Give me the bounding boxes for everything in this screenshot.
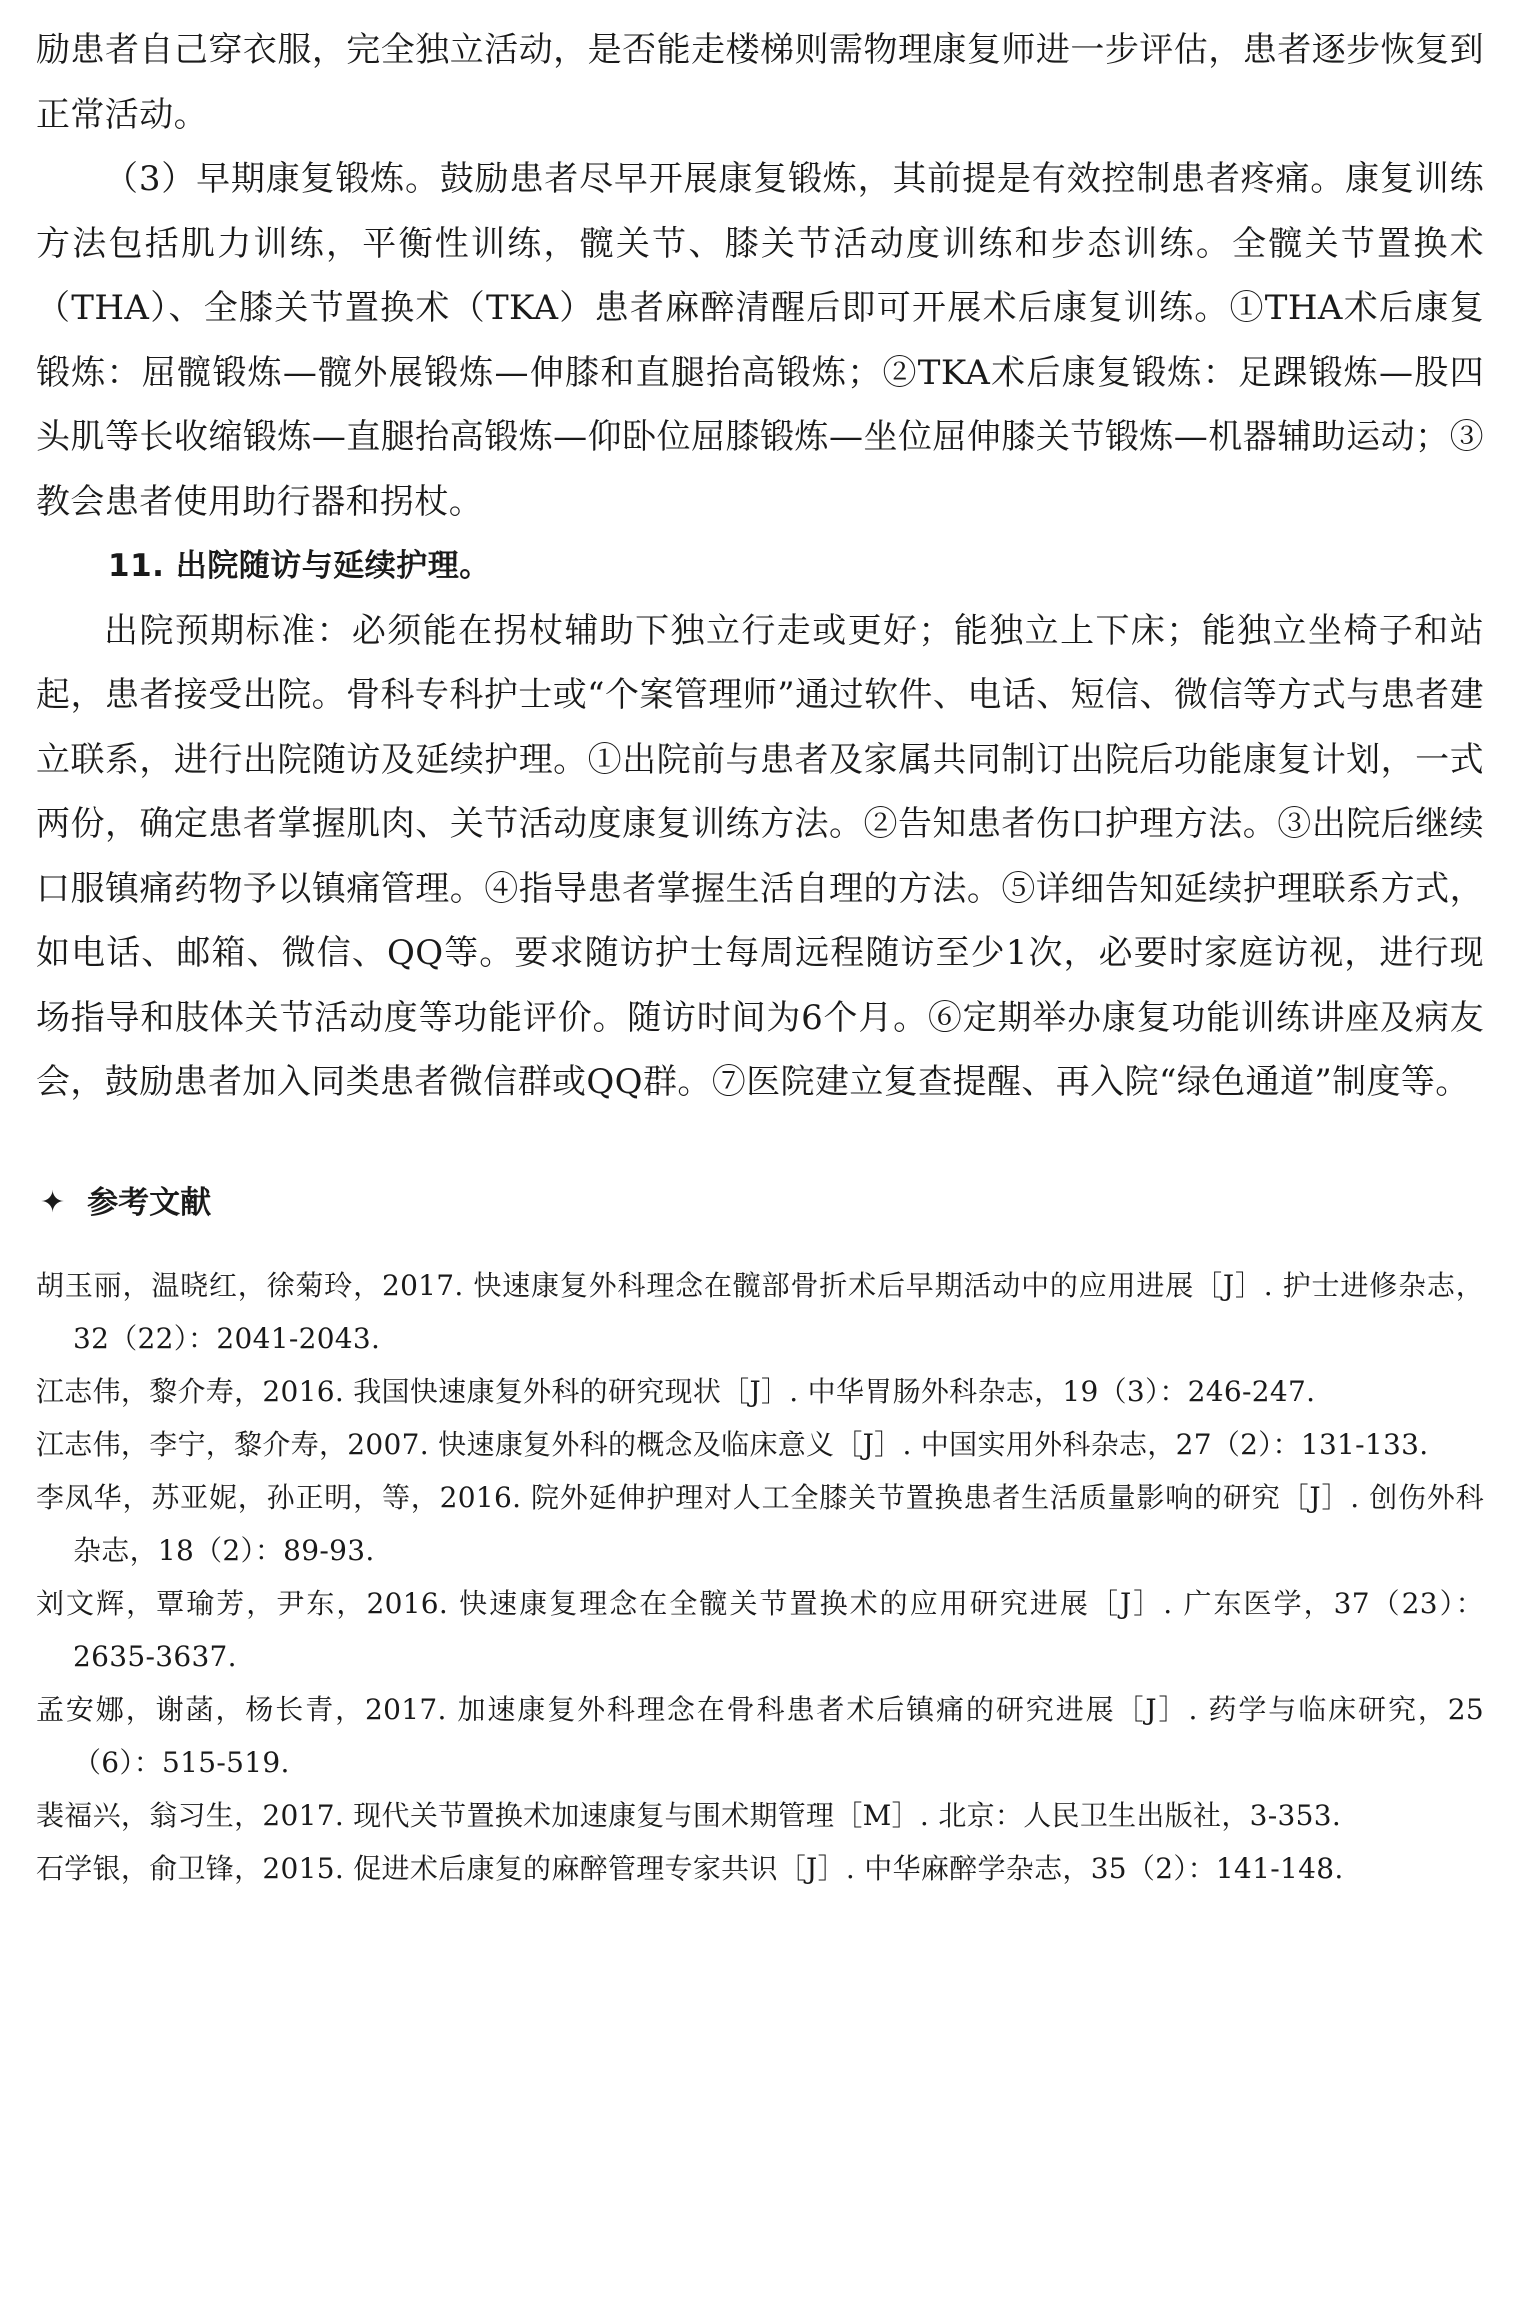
reference-item: 江志伟，黎介寿，2016. 我国快速康复外科的研究现状［J］. 中华胃肠外科杂志，19（3）：246-247. [36, 1374, 1316, 1408]
body-text [36, 18, 1484, 1115]
paragraph-continuation: 励患者自己穿衣服，完全独立活动，是否能走楼梯则需物理康复师进一步评估，患者逐步恢复到正常活动。 [36, 30, 1484, 135]
section-heading-followup: 11. 出院随访与延续护理。 [108, 548, 491, 584]
reference-item: 江志伟，李宁，黎介寿，2007. 快速康复外科的概念及临床意义［J］. 中国实用外科杂志，27（2）：131-133. [36, 1427, 1429, 1461]
paragraph-early-rehab: （3）早期康复锻炼。鼓励患者尽早开展康复锻炼，其前提是有效控制患者疼痛。康复训练方法包括肌力训练，平衡性训练，髋关节、膝关节活动度训练和步态训练。全髋关节置换术（THA）、全膝关节置换术（TKA）患者麻醉清醒后即可开展术后康复训练。①THA术后康复锻炼：屈髋锻炼—髋外展锻炼—伸膝和直腿抬高锻炼；②TKA术后康复锻炼：足踝锻炼—股四头肌等长收缩锻炼—直腿抬高锻炼—仰卧位屈膝锻炼—坐位屈伸膝关节锻炼—机器辅助运动；③教会患者使用助行器和拐杖。 [36, 159, 1484, 522]
references-heading [36, 1173, 1484, 1233]
reference-item: 石学银，俞卫锋，2015. 促进术后康复的麻醉管理专家共识［J］. 中华麻醉学杂志，35（2）：141-148. [36, 1851, 1344, 1885]
reference-item: 李凤华，苏亚妮，孙正明，等，2016. 院外延伸护理对人工全膝关节置换患者生活质量影响的研究［J］. 创伤外科杂志，18（2）：89-93. [36, 1480, 1484, 1567]
document-page [36, 18, 1484, 1895]
reference-item: 孟安娜，谢菡，杨长青，2017. 加速康复外科理念在骨科患者术后镇痛的研究进展［J］. 药学与临床研究，25（6）：515-519. [36, 1692, 1484, 1779]
star-icon: ✦ [40, 1184, 66, 1220]
references-title: 参考文献 [87, 1184, 212, 1221]
reference-item: 裴福兴，翁习生，2017. 现代关节置换术加速康复与围术期管理［M］. 北京：人民卫生出版社，3-353. [36, 1798, 1342, 1832]
reference-list [36, 1259, 1484, 1895]
reference-item: 胡玉丽，温晓红，徐菊玲，2017. 快速康复外科理念在髋部骨折术后早期活动中的应用进展［J］. 护士进修杂志，32（22）：2041-2043. [36, 1268, 1484, 1355]
reference-item: 刘文辉，覃瑜芳，尹东，2016. 快速康复理念在全髋关节置换术的应用研究进展［J］. 广东医学，37（23）：2635-3637. [36, 1586, 1484, 1673]
paragraph-followup: 出院预期标准：必须能在拐杖辅助下独立行走或更好；能独立上下床；能独立坐椅子和站起，患者接受出院。骨科专科护士或“个案管理师”通过软件、电话、短信、微信等方式与患者建立联系，进行出院随访及延续护理。①出院前与患者及家属共同制订出院后功能康复计划，一式两份，确定患者掌握肌肉、关节活动度康复训练方法。②告知患者伤口护理方法。③出院后继续口服镇痛药物予以镇痛管理。④指导患者掌握生活自理的方法。⑤详细告知延续护理联系方式，如电话、邮箱、微信、QQ等。要求随访护士每周远程随访至少1次，必要时家庭访视，进行现场指导和肢体关节活动度等功能评价。随访时间为6个月。⑥定期举办康复功能训练讲座及病友会，鼓励患者加入同类患者微信群或QQ群。⑦医院建立复查提醒、再入院“绿色通道”制度等。 [36, 610, 1484, 1102]
